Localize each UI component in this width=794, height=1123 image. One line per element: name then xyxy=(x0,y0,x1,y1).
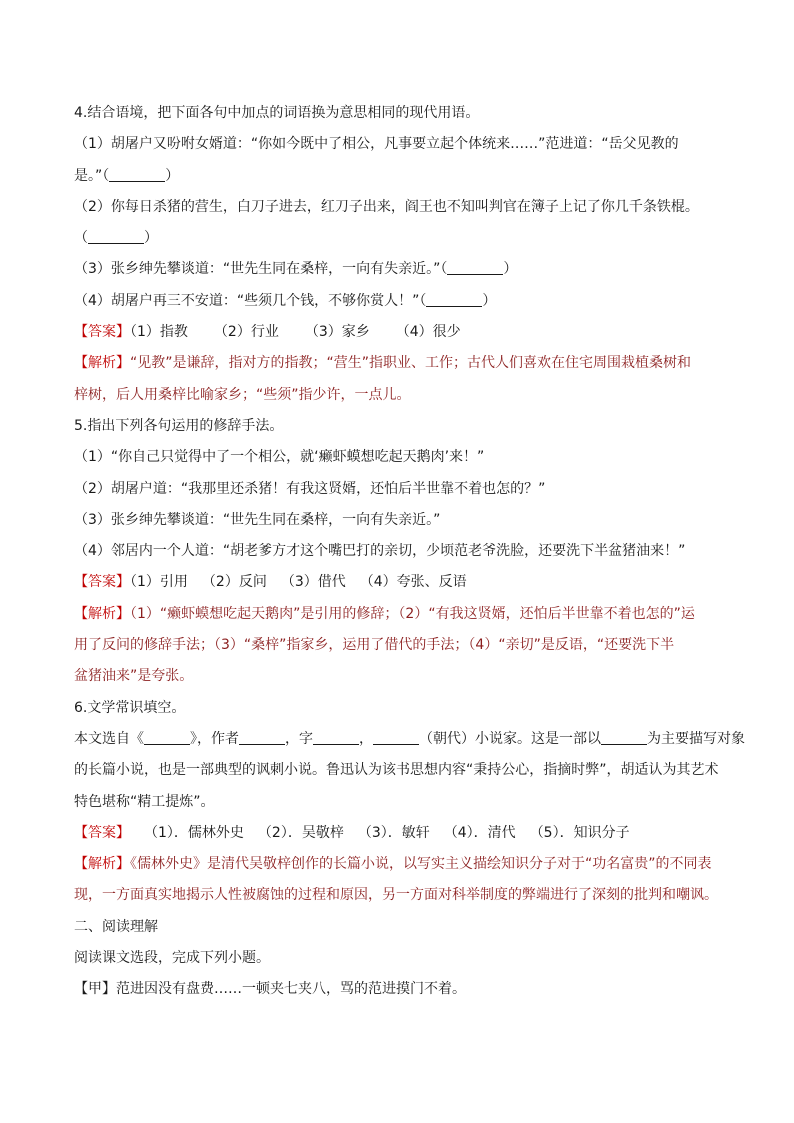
q4-sentence-4 xyxy=(74,286,724,317)
analysis-tag: 【解析】 xyxy=(74,856,130,873)
q4-s2-suffix: ） xyxy=(144,230,158,247)
q6-analysis-a xyxy=(74,849,724,880)
answer-tag: 【答案】 xyxy=(74,824,130,841)
q4-answer xyxy=(74,317,724,348)
q4-answer-3: （3）家乡 xyxy=(304,324,370,341)
q6-text-part-1: 本文选自《 xyxy=(74,730,144,747)
q5-answer-3: （3）借代 xyxy=(280,574,346,591)
section-2-passage-jia: 【甲】范进因没有盘费……一顿夹七夹八，骂的范进摸门不着。 xyxy=(74,981,466,998)
q5-sentence-2: （2）胡屠户道：“我那里还杀猪！有我这贤婿，还怕后半世靠不着也怎的？” xyxy=(74,480,546,497)
q5-analysis-text-a: （1）“癞虾蟆想吃起天鹅肉”是引用的修辞；（2）“有我这贤婿，还怕后半世靠不着也怎的”运 xyxy=(130,605,695,622)
q6-blank-4[interactable] xyxy=(373,730,419,745)
q5-sentence-4: （4）邻居内一个人道：“胡老爹方才这个嘴巴打的亲切，少顷范老爷洗脸，还要洗下半盆猪油来！” xyxy=(74,543,686,560)
analysis-tag: 【解析】 xyxy=(74,355,130,372)
q4-sentence-2a: （2）你每日杀猪的营生，白刀子进去，红刀子出来，阎王也不知叫判官在簿子上记了你几千条铁棍。 xyxy=(74,198,699,215)
q5-answer-2: （2）反问 xyxy=(201,574,267,591)
q4-analysis-text-a: “见教”是谦辞，指对方的指教；“营生”指职业、工作；古代人们喜欢在住宅周围栽植桑树和 xyxy=(130,355,692,372)
q6-text-part-5: （朝代）小说家。这是一部以 xyxy=(419,730,601,747)
section-2-title: 二、阅读理解 xyxy=(74,918,158,935)
q6-text-part-3: ，字 xyxy=(285,730,313,747)
q4-answer-4: （4）很少 xyxy=(395,324,461,341)
q4-blank-1[interactable] xyxy=(109,167,165,182)
q6-answer-3: （3）．敏轩 xyxy=(357,824,430,841)
q4-s3-suffix: ） xyxy=(503,261,518,278)
q4-sentence-1a: （1）胡屠户又吩咐女婿道：“你如今既中了相公，凡事要立起个体统来……”范进道：“岳父见教的 xyxy=(74,136,679,153)
q4-sentence-2b xyxy=(74,223,724,254)
q4-sentence-3 xyxy=(74,254,724,285)
q6-analysis-text-a: 《儒林外史》是清代吴敬梓创作的长篇小说，以写实主义描绘知识分子对于“功名富贵”的不同表 xyxy=(130,856,712,873)
q6-text-part-4: ， xyxy=(359,730,373,747)
page-content xyxy=(74,98,745,1006)
section-2-intro: 阅读课文选段，完成下列小题。 xyxy=(74,950,270,967)
q5-analysis-b: 用了反问的修辞手法；（3）“桑梓”指家乡，运用了借代的手法；（4）“亲切”是反语，“还要洗下半 xyxy=(74,637,675,654)
q6-answer xyxy=(74,818,724,849)
q4-sentence-1b xyxy=(74,161,724,192)
q5-analysis-a xyxy=(74,599,724,630)
q4-title: 4.结合语境，把下面各句中加点的词语换为意思相同的现代用语。 xyxy=(74,105,480,121)
q4-answer-2: （2）行业 xyxy=(213,324,279,341)
q5-answer-4: （4）夸张、反语 xyxy=(359,574,467,591)
q4-s3-prefix: （3）张乡绅先攀谈道：“世先生同在桑梓，一向有失亲近。”（ xyxy=(74,261,448,278)
q6-text-part-6: 为主要描写对象 xyxy=(647,730,745,747)
q4-s2-prefix: （ xyxy=(74,230,88,247)
q6-sentence-2: 的长篇小说，也是一部典型的讽刺小说。鲁迅认为该书思想内容“秉持公心，指摘时弊”，胡适认为其艺术 xyxy=(74,762,719,779)
q6-blank-2[interactable] xyxy=(239,730,285,745)
q4-s1-suffix: ） xyxy=(165,167,180,184)
q4-blank-3[interactable] xyxy=(447,260,503,275)
q4-answer-1: （1）指教 xyxy=(130,324,188,341)
answer-tag: 【答案】 xyxy=(74,574,130,591)
q4-blank-4[interactable] xyxy=(426,292,482,307)
q5-answer xyxy=(74,567,724,598)
q6-answer-2: （2）．吴敬梓 xyxy=(257,824,344,841)
q5-sentence-1: （1）“你自己只觉得中了一个相公，就‘癞虾蟆想吃起天鹅肉’来！” xyxy=(74,449,485,466)
q6-text-part-2: 》，作者 xyxy=(190,730,239,747)
answer-tag: 【答案】 xyxy=(74,324,130,341)
q4-s4-suffix: ） xyxy=(482,292,497,309)
q6-title: 6.文学常识填空。 xyxy=(74,699,186,716)
q5-title: 5.指出下列各句运用的修辞手法。 xyxy=(74,417,284,434)
q5-answer-1: （1）引用 xyxy=(130,574,188,591)
q4-analysis-b: 梓树，后人用桑梓比喻家乡；“些须”指少许，一点儿。 xyxy=(74,386,411,403)
q4-blank-2[interactable] xyxy=(88,229,144,244)
q5-sentence-3: （3）张乡绅先攀谈道：“世先生同在桑梓，一向有失亲近。” xyxy=(74,511,441,528)
q6-answer-4: （4）．清代 xyxy=(443,824,516,841)
q5-analysis-c: 盆猪油来”是夸张。 xyxy=(74,668,194,685)
q4-s1-prefix: 是。”（ xyxy=(74,167,110,184)
q6-blank-1[interactable] xyxy=(144,730,190,745)
q6-answer-5: （5）．知识分子 xyxy=(529,824,630,841)
q4-s4-prefix: （4）胡屠户再三不安道：“些须几个钱，不够你赏人！”（ xyxy=(74,292,427,309)
q6-answer-1: （1）．儒林外史 xyxy=(144,824,244,841)
q6-sentence-3: 特色堪称“精工提炼”。 xyxy=(74,793,215,810)
q6-blank-3[interactable] xyxy=(313,730,359,745)
q4-analysis-a xyxy=(74,348,724,379)
q6-sentence-1 xyxy=(74,724,745,755)
q6-analysis-b: 现，一方面真实地揭示人性被腐蚀的过程和原因，另一方面对科举制度的弊端进行了深刻的批判和嘲讽。 xyxy=(74,887,718,904)
analysis-tag: 【解析】 xyxy=(74,605,130,622)
q6-blank-5[interactable] xyxy=(601,730,647,745)
